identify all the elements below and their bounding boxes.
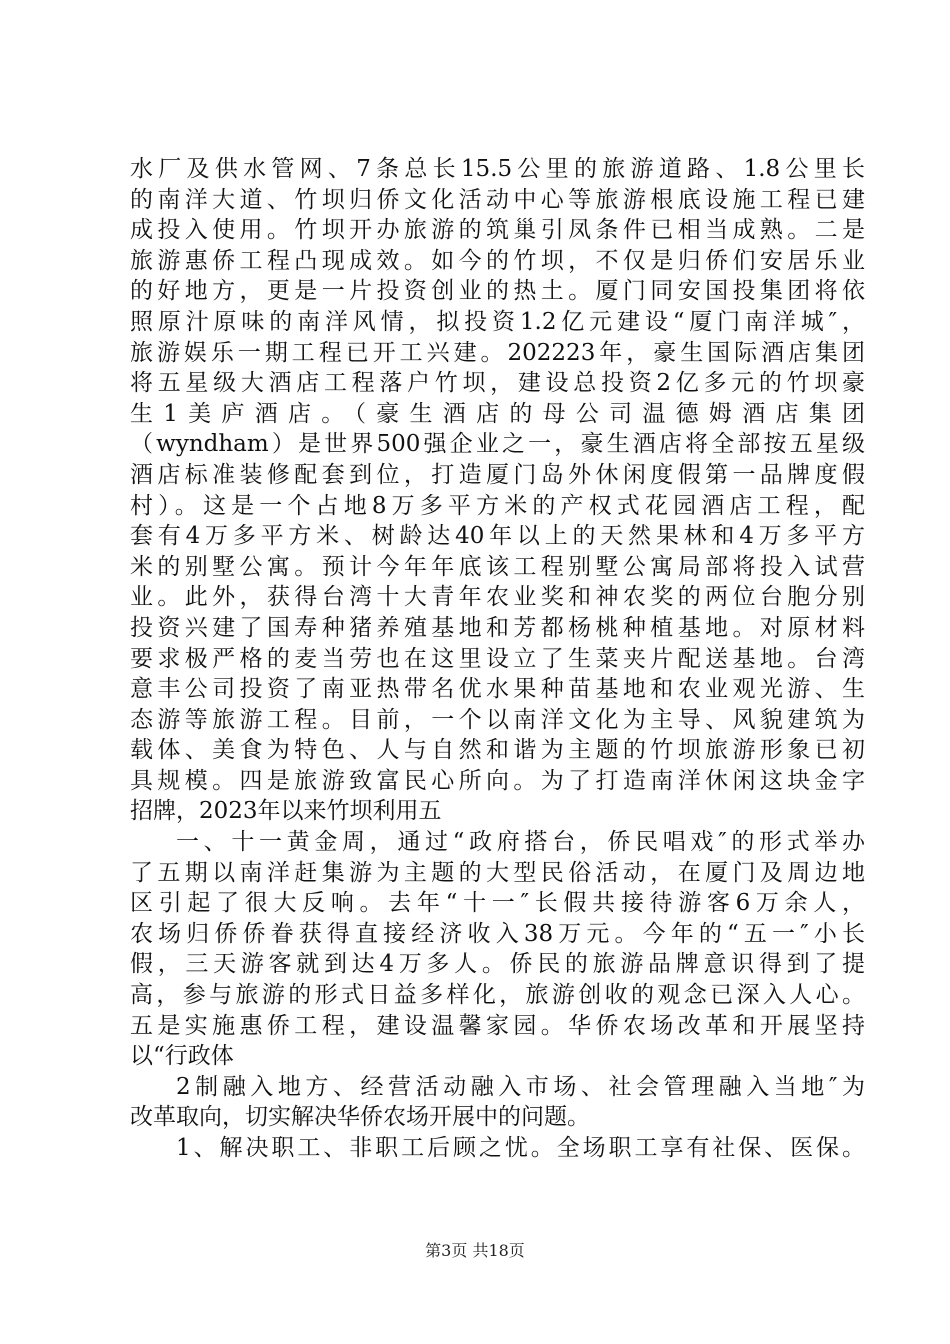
text-line: 五是实施惠侨工程，建设温馨家园。华侨农场改革和开展坚持 xyxy=(130,1012,865,1039)
text-line: （wyndham）是世界500强企业之一，豪生酒店将全部按五星级 xyxy=(130,431,865,458)
text-line: 米的别墅公寓。预计今年年底该工程别墅公寓局部将投入试营 xyxy=(130,553,865,580)
text-line: 农场归侨侨眷获得直接经济收入38万元。今年的“五一″小长 xyxy=(130,920,865,947)
text-line: 成投入使用。竹坝开办旅游的筑巢引凤条件已相当成熟。二是 xyxy=(130,217,865,244)
text-line: 改革取向，切实解决华侨农场开展中的问题。 xyxy=(130,1104,590,1131)
text-line: 区引起了很大反响。去年“十一″长假共接待游客6万余人， xyxy=(130,890,865,917)
text-line: 照原汁原味的南洋风情，拟投资1.2亿元建设“厦门南洋城″， xyxy=(130,308,865,335)
text-line: 具规模。四是旅游致富民心所向。为了打造南洋休闲这块金字 xyxy=(130,767,865,794)
text-line: 旅游娱乐一期工程已开工兴建。202223年，豪生国际酒店集团 xyxy=(130,339,865,366)
text-line: 招牌，2023年以来竹坝利用五 xyxy=(130,798,442,825)
text-line: 套有4万多平方米、树龄达40年以上的天然果林和4万多平方 xyxy=(130,523,865,550)
text-line: 水厂及供水管网、7条总长15.5公里的旅游道路、1.8公里长 xyxy=(130,156,865,182)
text-line: 载体、美食为特色、人与自然和谐为主题的竹坝旅游形象已初 xyxy=(130,737,865,764)
text-line: 旅游惠侨工程凸现成效。如今的竹坝，不仅是归侨们安居乐业 xyxy=(130,247,865,274)
text-line: 将五星级大酒店工程落户竹坝，建设总投资2亿多元的竹坝豪 xyxy=(130,370,865,397)
text-line: 业。此外，获得台湾十大青年农业奖和神农奖的两位台胞分别 xyxy=(130,584,865,611)
text-line: 高，参与旅游的形式日益多样化，旅游创收的观念已深入人心。 xyxy=(130,982,865,1009)
text-line: 假，三天游客就到达4万多人。侨民的旅游品牌意识得到了提 xyxy=(130,951,865,978)
text-line: 生1美庐酒店。（豪生酒店的母公司温德姆酒店集团 xyxy=(130,400,865,427)
paragraph-start-line: 1、解决职工、非职工后顾之忧。全场职工享有社保、医保。 xyxy=(176,1135,865,1161)
paragraph-start-line: 一、十一黄金周，通过“政府搭台，侨民唱戏″的形式举办 xyxy=(176,829,865,856)
page-footer: 第3页 共18页 xyxy=(425,1241,525,1260)
text-line: 意丰公司投资了南亚热带名优水果种苗基地和农业观光游、生 xyxy=(130,676,865,703)
text-line: 的好地方，更是一片投资创业的热土。厦门同安国投集团将依 xyxy=(130,278,865,305)
text-line: 的南洋大道、竹坝归侨文化活动中心等旅游根底设施工程已建 xyxy=(130,186,865,213)
text-line: 以“行政体 xyxy=(130,1043,234,1070)
text-line: 要求极严格的麦当劳也在这里设立了生菜夹片配送基地。台湾 xyxy=(130,645,865,672)
text-line: 态游等旅游工程。目前，一个以南洋文化为主导、风貌建筑为 xyxy=(130,706,865,733)
text-line: 了五期以南洋赶集游为主题的大型民俗活动，在厦门及周边地 xyxy=(130,859,865,886)
text-line: 投资兴建了国寿种猪养殖基地和芳都杨桃种植基地。对原材料 xyxy=(130,614,865,641)
text-line: 酒店标准装修配套到位，打造厦门岛外休闲度假第一品牌度假 xyxy=(130,461,865,488)
text-line: 村）。这是一个占地8万多平方米的产权式花园酒店工程，配 xyxy=(130,492,865,519)
paragraph-start-line: 2制融入地方、经营活动融入市场、社会管理融入当地″为 xyxy=(176,1073,865,1100)
document-body xyxy=(130,154,865,1164)
